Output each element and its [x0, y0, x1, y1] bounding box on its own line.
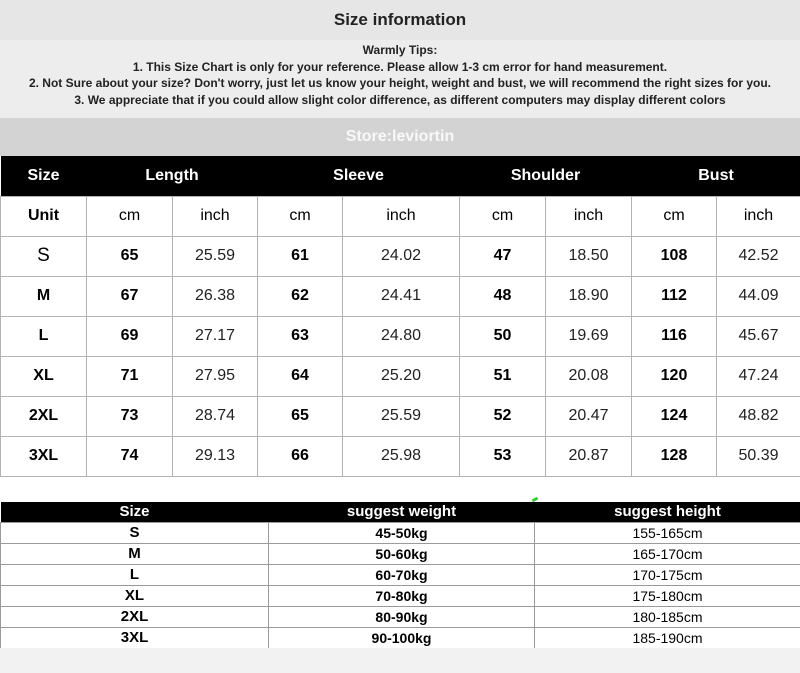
bust-cm-cell: 116 — [632, 316, 717, 356]
suggest-weight-cell: 50-60kg — [269, 543, 535, 564]
suggest-size-table — [0, 502, 800, 649]
sleeve-cm-cell: 63 — [258, 316, 343, 356]
unit-inch: inch — [717, 196, 800, 236]
unit-inch: inch — [546, 196, 632, 236]
unit-inch: inch — [343, 196, 460, 236]
table-row — [1, 522, 800, 543]
header-length: Length — [87, 156, 258, 196]
tips-line-1: 1. This Size Chart is only for your reference. Please allow 1-3 cm error for hand measurement. — [132, 59, 668, 74]
tips-line-2: 2. Not Sure about your size? Don't worry, just let us know your height, weight and bust, we will recommend the right sizes for you. — [28, 76, 772, 90]
suggest-height-cell: 185-190cm — [535, 627, 800, 648]
bust-inch-cell: 44.09 — [717, 276, 800, 316]
table-row — [1, 543, 800, 564]
sleeve-cm-cell: 62 — [258, 276, 343, 316]
bust-inch-cell: 48.82 — [717, 396, 800, 436]
bust-inch-cell: 50.39 — [717, 436, 800, 476]
suggest-weight-cell: 80-90kg — [269, 606, 535, 627]
suggest-header-height: suggest height — [535, 502, 800, 522]
bust-cm-cell: 124 — [632, 396, 717, 436]
bust-cm-cell: 112 — [632, 276, 717, 316]
shoulder-cm-cell: 51 — [460, 356, 546, 396]
table-row — [1, 585, 800, 606]
shoulder-cm-cell: 50 — [460, 316, 546, 356]
length-cm-cell: 69 — [87, 316, 173, 356]
unit-cm: cm — [460, 196, 546, 236]
suggest-height-cell: 180-185cm — [535, 606, 800, 627]
suggest-weight-cell: 90-100kg — [269, 627, 535, 648]
suggest-weight-cell: 70-80kg — [269, 585, 535, 606]
table-row — [1, 356, 800, 396]
suggest-size-cell: S — [1, 522, 269, 543]
table-row — [1, 276, 800, 316]
size-cell: 3XL — [1, 436, 87, 476]
bottom-background — [0, 648, 800, 673]
suggest-weight-cell: 60-70kg — [269, 564, 535, 585]
suggest-header-size: Size — [1, 502, 269, 522]
table-row — [1, 606, 800, 627]
suggest-height-cell: 165-170cm — [535, 543, 800, 564]
length-cm-cell: 74 — [87, 436, 173, 476]
shoulder-cm-cell: 53 — [460, 436, 546, 476]
header-size: Size — [1, 156, 87, 196]
tips-line-3: 3. We appreciate that if you could allow slight color difference, as different computers may display different colors — [74, 92, 726, 107]
shoulder-inch-cell: 19.69 — [546, 316, 632, 356]
shoulder-cm-cell: 47 — [460, 236, 546, 276]
shoulder-inch-cell: 20.87 — [546, 436, 632, 476]
sleeve-inch-cell: 25.59 — [343, 396, 460, 436]
size-cell: 2XL — [1, 396, 87, 436]
table-row — [1, 436, 800, 476]
length-cm-cell: 67 — [87, 276, 173, 316]
sleeve-inch-cell: 24.80 — [343, 316, 460, 356]
sleeve-inch-cell: 24.41 — [343, 276, 460, 316]
sleeve-inch-cell: 25.98 — [343, 436, 460, 476]
length-inch-cell: 28.74 — [173, 396, 258, 436]
suggest-header-row — [1, 502, 800, 522]
bust-inch-cell: 47.24 — [717, 356, 800, 396]
size-chart-header-row — [1, 156, 800, 196]
table-row — [1, 564, 800, 585]
unit-label: Unit — [1, 196, 87, 236]
warm-tips — [0, 40, 800, 118]
unit-cm: cm — [258, 196, 343, 236]
store-label: Store:leviortin — [0, 118, 800, 156]
table-row — [1, 316, 800, 356]
length-cm-cell: 65 — [87, 236, 173, 276]
shoulder-inch-cell: 20.08 — [546, 356, 632, 396]
bust-inch-cell: 45.67 — [717, 316, 800, 356]
suggest-header-weight: suggest weight — [269, 502, 535, 522]
table-row — [1, 236, 800, 276]
bust-cm-cell: 120 — [632, 356, 717, 396]
page-title: Size information — [0, 0, 800, 40]
size-cell: S — [1, 236, 87, 276]
table-row — [1, 396, 800, 436]
unit-inch: inch — [173, 196, 258, 236]
suggest-size-cell: 3XL — [1, 627, 269, 648]
suggest-size-cell: M — [1, 543, 269, 564]
bust-inch-cell: 42.52 — [717, 236, 800, 276]
bust-cm-cell: 108 — [632, 236, 717, 276]
suggest-height-cell: 155-165cm — [535, 522, 800, 543]
size-cell: M — [1, 276, 87, 316]
shoulder-cm-cell: 52 — [460, 396, 546, 436]
size-chart-table — [0, 156, 800, 477]
length-inch-cell: 27.17 — [173, 316, 258, 356]
bust-cm-cell: 128 — [632, 436, 717, 476]
header-sleeve: Sleeve — [258, 156, 460, 196]
sleeve-cm-cell: 65 — [258, 396, 343, 436]
suggest-weight-cell: 45-50kg — [269, 522, 535, 543]
suggest-height-cell: 170-175cm — [535, 564, 800, 585]
shoulder-inch-cell: 18.90 — [546, 276, 632, 316]
sleeve-cm-cell: 66 — [258, 436, 343, 476]
sleeve-inch-cell: 24.02 — [343, 236, 460, 276]
unit-row — [1, 196, 800, 236]
length-inch-cell: 26.38 — [173, 276, 258, 316]
section-gap — [0, 478, 800, 502]
shoulder-inch-cell: 20.47 — [546, 396, 632, 436]
table-row — [1, 627, 800, 648]
length-cm-cell: 73 — [87, 396, 173, 436]
header-shoulder: Shoulder — [460, 156, 632, 196]
size-cell: L — [1, 316, 87, 356]
sleeve-cm-cell: 61 — [258, 236, 343, 276]
sleeve-inch-cell: 25.20 — [343, 356, 460, 396]
size-cell: XL — [1, 356, 87, 396]
suggest-height-cell: 175-180cm — [535, 585, 800, 606]
length-cm-cell: 71 — [87, 356, 173, 396]
length-inch-cell: 25.59 — [173, 236, 258, 276]
tips-heading: Warmly Tips: — [362, 43, 438, 57]
unit-cm: cm — [632, 196, 717, 236]
suggest-size-cell: L — [1, 564, 269, 585]
shoulder-cm-cell: 48 — [460, 276, 546, 316]
length-inch-cell: 27.95 — [173, 356, 258, 396]
length-inch-cell: 29.13 — [173, 436, 258, 476]
suggest-size-cell: 2XL — [1, 606, 269, 627]
unit-cm: cm — [87, 196, 173, 236]
shoulder-inch-cell: 18.50 — [546, 236, 632, 276]
header-bust: Bust — [632, 156, 800, 196]
sleeve-cm-cell: 64 — [258, 356, 343, 396]
suggest-size-cell: XL — [1, 585, 269, 606]
